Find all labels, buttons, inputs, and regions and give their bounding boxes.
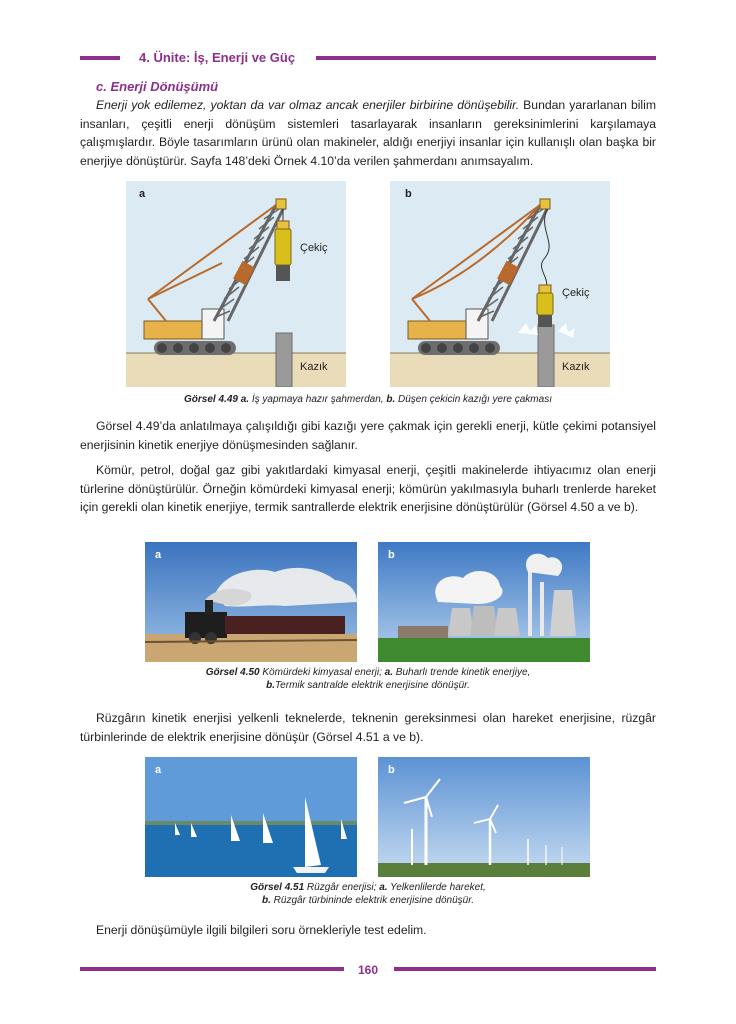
paragraph-3: Kömür, petrol, doğal gaz gibi yakıtlardaki kimyasal enerji, çeşitli makinelerde ihtiyacımız olan enerji türlerine dönüştürülür. Örneğin kömürdeki kimyasal enerji; kömürün yakılmasıyla buharlı trenlerde hareket için gerekli olan kinetik enerjiye, termik santrallerde elektrik enerjisine dönüştürülür (Görsel 4.50 a ve b). — [80, 463, 656, 515]
figure-4-50-a-tag: a — [155, 549, 162, 561]
section-title: c. Enerji Dönüşümü — [96, 79, 219, 94]
paragraph-1-text: Bundan yararlanan bilim insanları, çeşitli enerji dönüşüm sistemleri tasarlayarak insanların gereksinimlerini karşılamaya çalışmışlardır. Böyle tasarımların ürünü olan makineler, aldığı enerjiyi insanlar için kullanışlı olan başka bir enerjiye dönüştürür. Sayfa 148’deki Örnek 4.10’da verilen şahmerdanı anımsayalım. — [80, 98, 656, 168]
pile-driver-ready-diagram — [126, 181, 346, 387]
caption-4-49 — [80, 393, 656, 406]
page-number: 160 — [357, 963, 379, 977]
header-rule-right — [316, 56, 656, 60]
paragraph-1-italic: Enerji yok edilemez, yoktan da var olmaz ancak enerjiler birbirine dönüşebilir. — [96, 98, 520, 112]
wind-turbines-photo — [378, 757, 590, 877]
paragraph-2: Görsel 4.49’da anlatılmaya çalışıldığı gibi kazığı yere çakmak için gerekli enerji, kütle çekimi potansiyel enerjisinin kinetik enerjiye dönüşmesinden sağlanır. — [80, 419, 656, 452]
caption-4-51-a: a. — [379, 882, 388, 893]
pile-label-a: Kazık — [300, 361, 328, 373]
caption-4-50-line1: Kömürdeki kimyasal enerji; — [259, 667, 382, 678]
caption-4-49-num: Görsel 4.49 — [184, 394, 238, 405]
paragraph-1 — [80, 96, 656, 170]
header-rule-left — [80, 56, 120, 60]
figure-4-51-b — [378, 757, 590, 877]
caption-4-51-num: Görsel 4.51 — [250, 882, 305, 893]
caption-4-51-a-text: Yelkenlilerde hareket, — [387, 882, 486, 893]
figure-4-49-a — [126, 181, 346, 387]
footer-rule-right — [394, 967, 656, 971]
caption-4-49-b: b. — [386, 394, 396, 405]
caption-4-50 — [80, 666, 656, 692]
paragraph-5: Enerji dönüşümüyle ilgili bilgileri soru örnekleriyle test edelim. — [96, 923, 427, 937]
figure-4-50-b-tag: b — [388, 549, 395, 561]
unit-title: 4. Ünite: İş, Enerji ve Güç — [139, 50, 296, 65]
figure-4-50-a — [145, 542, 357, 662]
pile-driver-impact-diagram — [390, 181, 610, 387]
footer-rule-left — [80, 967, 344, 971]
sailboats-photo — [145, 757, 357, 877]
caption-4-51-line1: Rüzgâr enerjisi; — [304, 882, 377, 893]
caption-4-50-num: Görsel 4.50 — [205, 667, 260, 678]
paragraph-4: Rüzgârın kinetik enerjisi yelkenli teknelerde, teknenin gereksinmesi olan hareket enerjisine, rüzgâr türbinlerinde de elektrik enerjisine dönüşür (Görsel 4.51 a ve b). — [80, 711, 656, 744]
figure-4-51-b-tag: b — [388, 764, 395, 776]
steam-train-photo — [145, 542, 357, 662]
caption-4-49-b-text: Düşen çekicin kazığı yere çakması — [395, 394, 552, 405]
caption-4-51-b-text: Rüzgâr türbininde elektrik enerjisine dönüşür. — [270, 895, 474, 906]
hammer-label-a: Çekiç — [300, 242, 328, 254]
figure-4-51-a-tag: a — [155, 764, 162, 776]
hammer-label-b: Çekiç — [562, 287, 590, 299]
caption-4-49-a-text: İş yapmaya hazır şahmerdan, — [249, 394, 384, 405]
figure-4-50-b — [378, 542, 590, 662]
caption-4-50-a-text: Buharlı trende kinetik enerjiye, — [393, 667, 531, 678]
figure-4-49-b-tag: b — [405, 188, 412, 200]
caption-4-50-b-text: Termik santralde elektrik enerjisine dönüşür. — [274, 680, 470, 691]
figure-4-51-a — [145, 757, 357, 877]
caption-4-49-a: a. — [240, 394, 250, 405]
caption-4-51 — [80, 881, 656, 907]
caption-4-50-b: b. — [266, 680, 275, 691]
pile-label-b: Kazık — [562, 361, 590, 373]
figure-4-49-a-tag: a — [139, 188, 146, 200]
caption-4-51-b: b. — [262, 895, 271, 906]
figure-4-49-b — [390, 181, 610, 387]
thermal-power-plant-photo — [378, 542, 590, 662]
caption-4-50-a: a. — [384, 667, 393, 678]
